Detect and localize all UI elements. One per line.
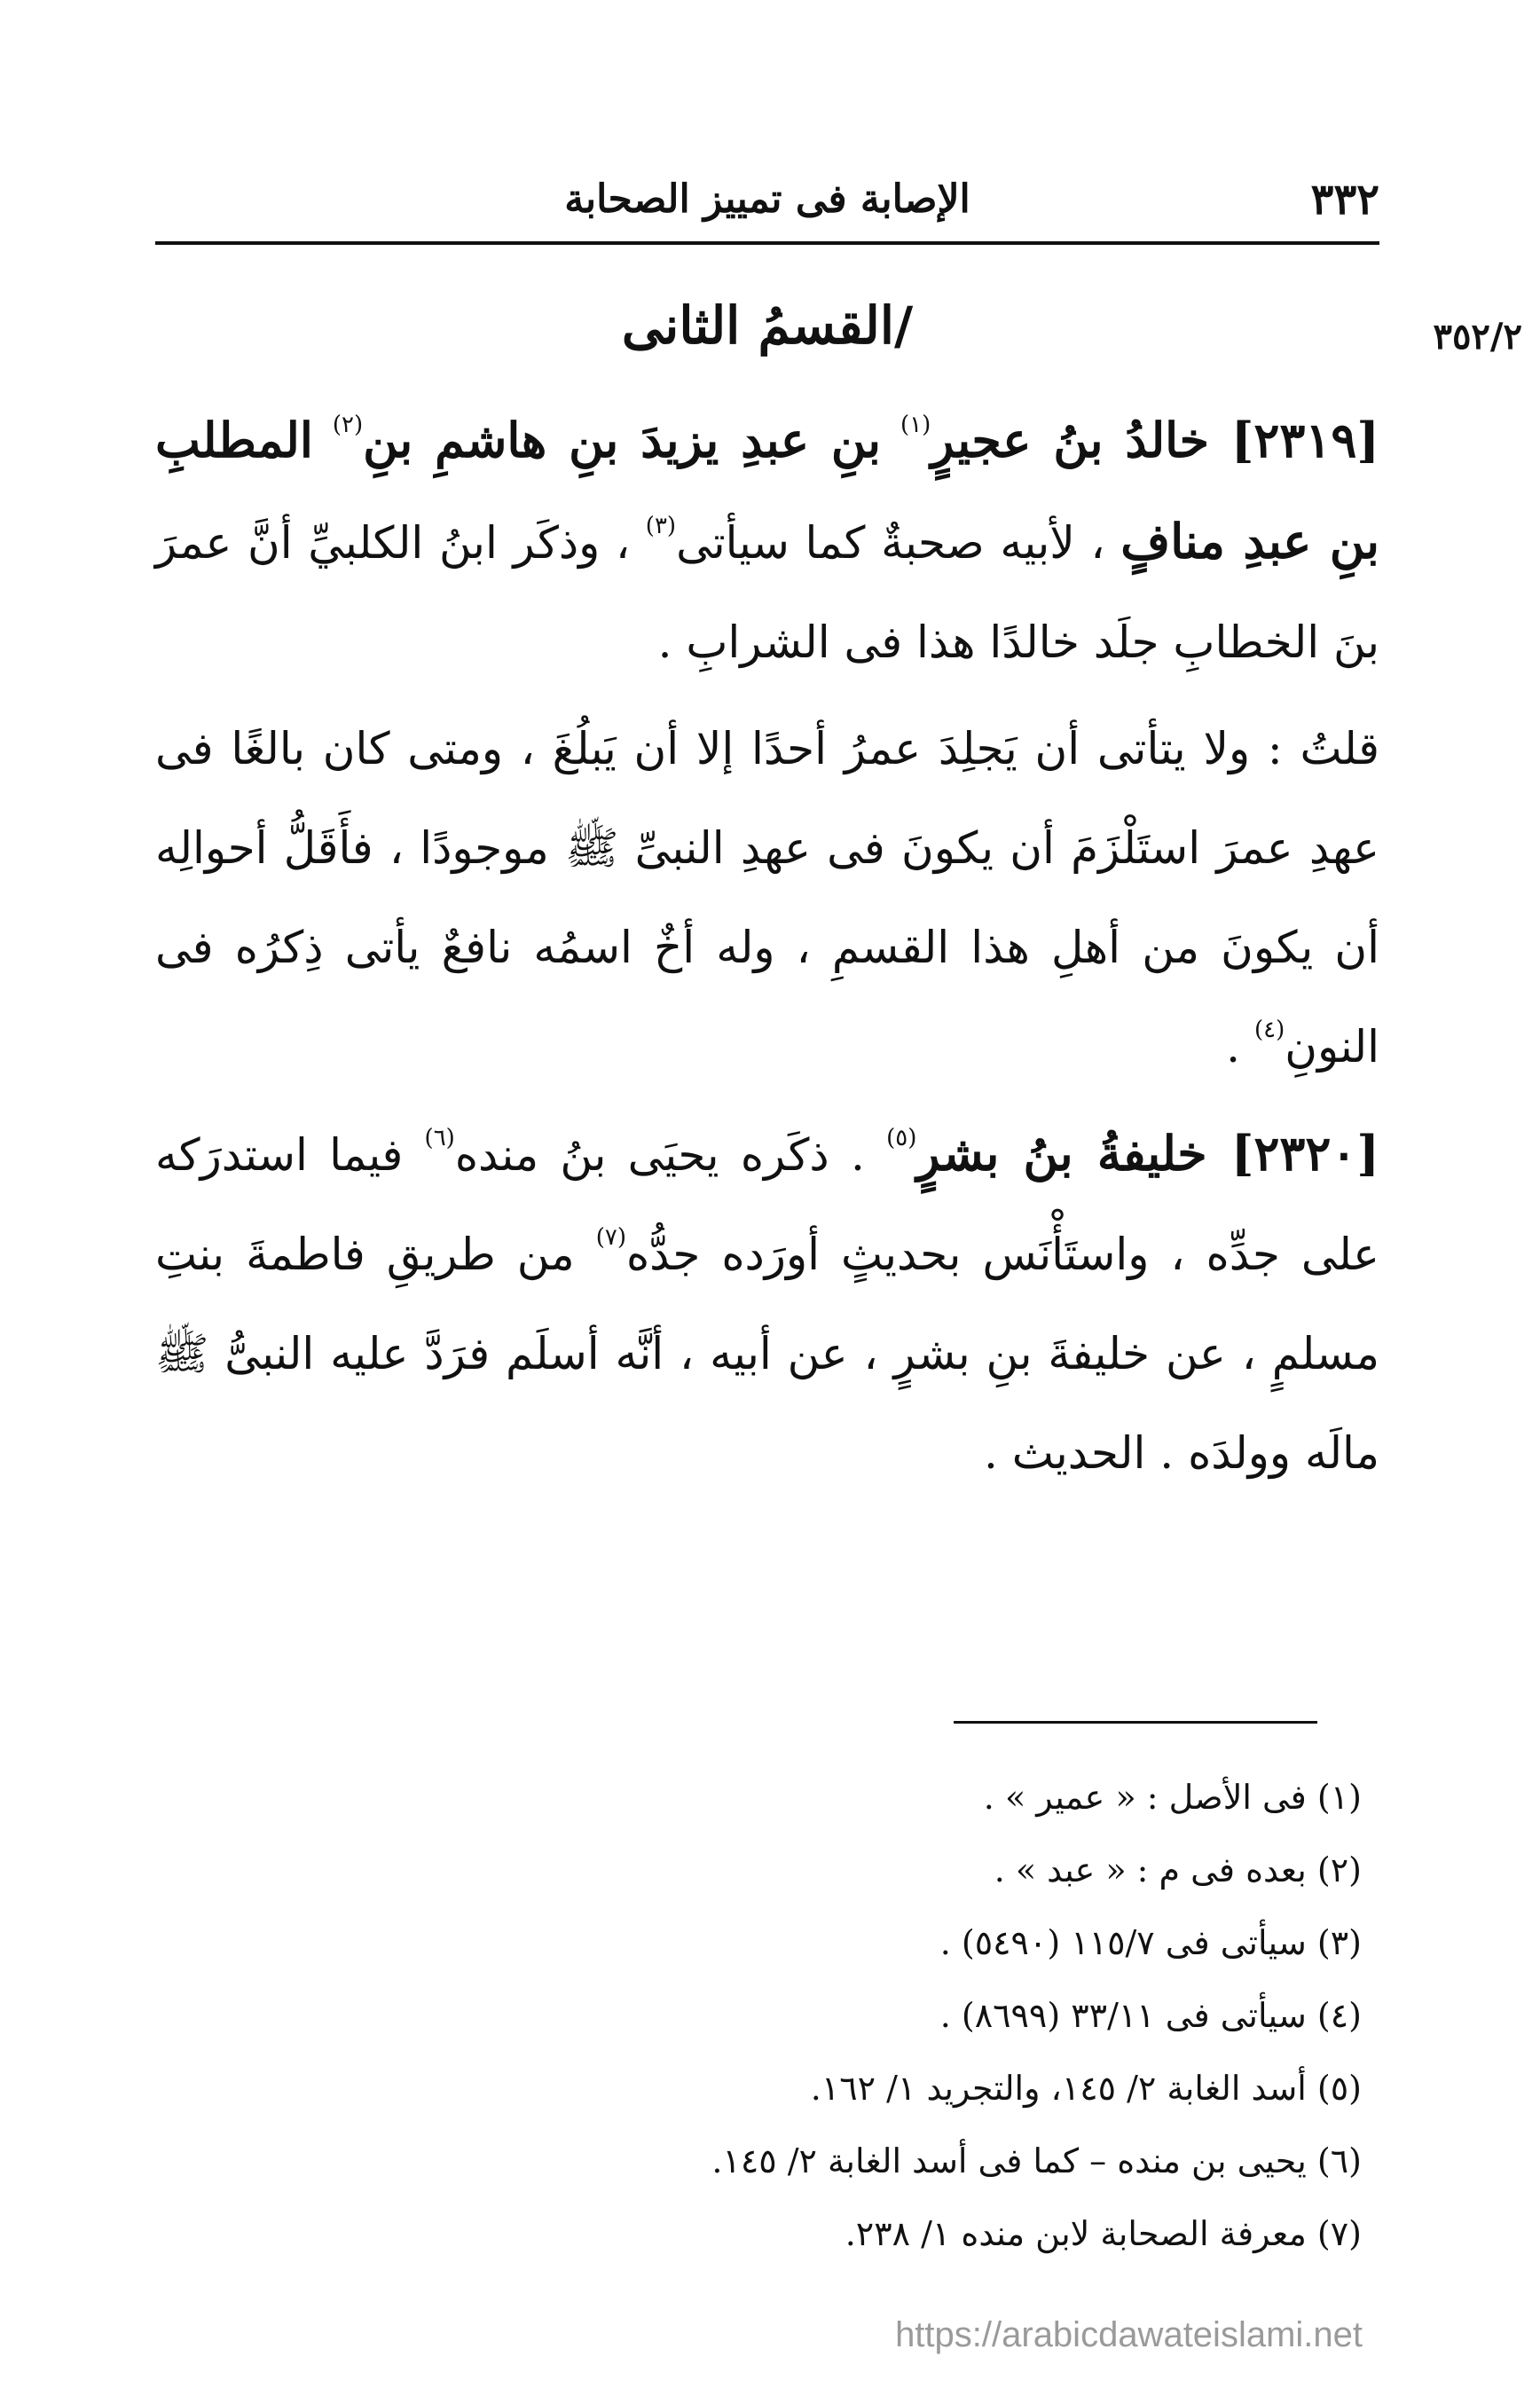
footnote-ref-3: (٣) — [645, 513, 677, 539]
entry-2320-head: [٢٣٢٠] خليفةُ بنُ بشرٍ — [916, 1125, 1379, 1182]
footnote-ref-5: (٥) — [886, 1125, 917, 1151]
footnote-ref-4: (٤) — [1253, 1017, 1285, 1043]
footnote-ref-1: (١) — [900, 412, 931, 438]
footnote-rule — [954, 1721, 1317, 1724]
entry-2320-text-1: . ذكَره يحيَى بنُ منده — [454, 1129, 865, 1181]
footnote-ref-6: (٦) — [424, 1125, 455, 1151]
footnote-6: (٦) يحيى بن منده – كما فى أسد الغابة ٢/ ١٤٥. — [711, 2141, 1362, 2180]
entry-2319-text-2: ، وذكَر ابنُ الكلبيِّ أنَّ عمرَ بنَ الخطابِ جلَد خالدًا هذا فى الشرابِ . — [155, 517, 1379, 668]
running-title: الإصابة فى تمييز الصحابة — [564, 177, 970, 222]
footnote-7: (٧) معرفة الصحابة لابن منده ١/ ٢٣٨. — [845, 2214, 1362, 2253]
footnote-5: (٥) أسد الغابة ٢/ ١٤٥، والتجريد ١/ ١٦٢. — [810, 2069, 1362, 2108]
qultu-paragraph — [155, 699, 1379, 1096]
footnote-ref-7: (٧) — [595, 1224, 626, 1251]
page-header — [155, 169, 1379, 231]
entry-2319-head: [٢٣١٩] خالدُ بنُ عجيرٍ — [931, 412, 1379, 468]
footnote-ref-2: (٢) — [332, 412, 364, 438]
footnote-4: (٤) سيأتى فى ٣٣/١١ (٨٦٩٩) . — [939, 1996, 1362, 2035]
main-text — [155, 390, 1379, 1510]
footnote-3: (٣) سيأتى فى ١١٥/٧ (٥٤٩٠) . — [939, 1923, 1362, 1962]
entry-2319-text-1: ، لأبيه صحبةٌ كما سيأتى — [676, 517, 1105, 569]
entry-2319 — [155, 390, 1379, 692]
entry-2320-text-2: فيما استدرَكه على جدِّه ، واستَأْنَس بحديثٍ أورَده جدُّه — [155, 1129, 1379, 1280]
page-number: ٣٣٢ — [1310, 175, 1379, 224]
header-rule — [155, 241, 1379, 245]
watermark-url: https://arabicdawateislami.net — [895, 2315, 1363, 2354]
footnote-2: (٢) بعده فى م : « عبد » . — [994, 1850, 1362, 1889]
entry-2319-head-3: المطلبِ بنِ عبدِ منافٍ — [155, 412, 1379, 570]
footnote-1: (١) فى الأصل : « عمير » . — [983, 1778, 1362, 1817]
entry-2320 — [155, 1104, 1379, 1503]
footnotes — [155, 1761, 1362, 2270]
section-title: /القسمُ الثانى — [621, 295, 914, 356]
entry-2320-text-3: من طريقِ فاطمةَ بنتِ مسلمٍ ، عن خليفةَ بنِ بشرٍ ، عن أبيه ، أنَّه أسلَم فرَدَّ عليه النبىُّ ﷺ مالَه وولدَه . الحديث . — [155, 1229, 1379, 1479]
qultu-text: قلتُ : ولا يتأتى أن يَجلِدَ عمرُ أحدًا إلا أن يَبلُغَ ، ومتى كان بالغًا فى عهدِ عمرَ استَلْزَمَ أن يكونَ فى عهدِ النبىِّ ﷺ موجودًا ، فأَقَلُّ أحوالِه أن يكونَ من أهلِ هذا القسمِ ، وله أخٌ اسمُه نافعٌ يأتى ذِكرُه فى النونِ — [155, 723, 1379, 1072]
entry-2319-head-2: بنِ عبدِ يزيدَ بنِ هاشمِ بنِ — [363, 412, 882, 468]
margin-reference: ٣٥٢/٢ — [1433, 316, 1522, 357]
qultu-end: . — [1226, 1021, 1254, 1072]
